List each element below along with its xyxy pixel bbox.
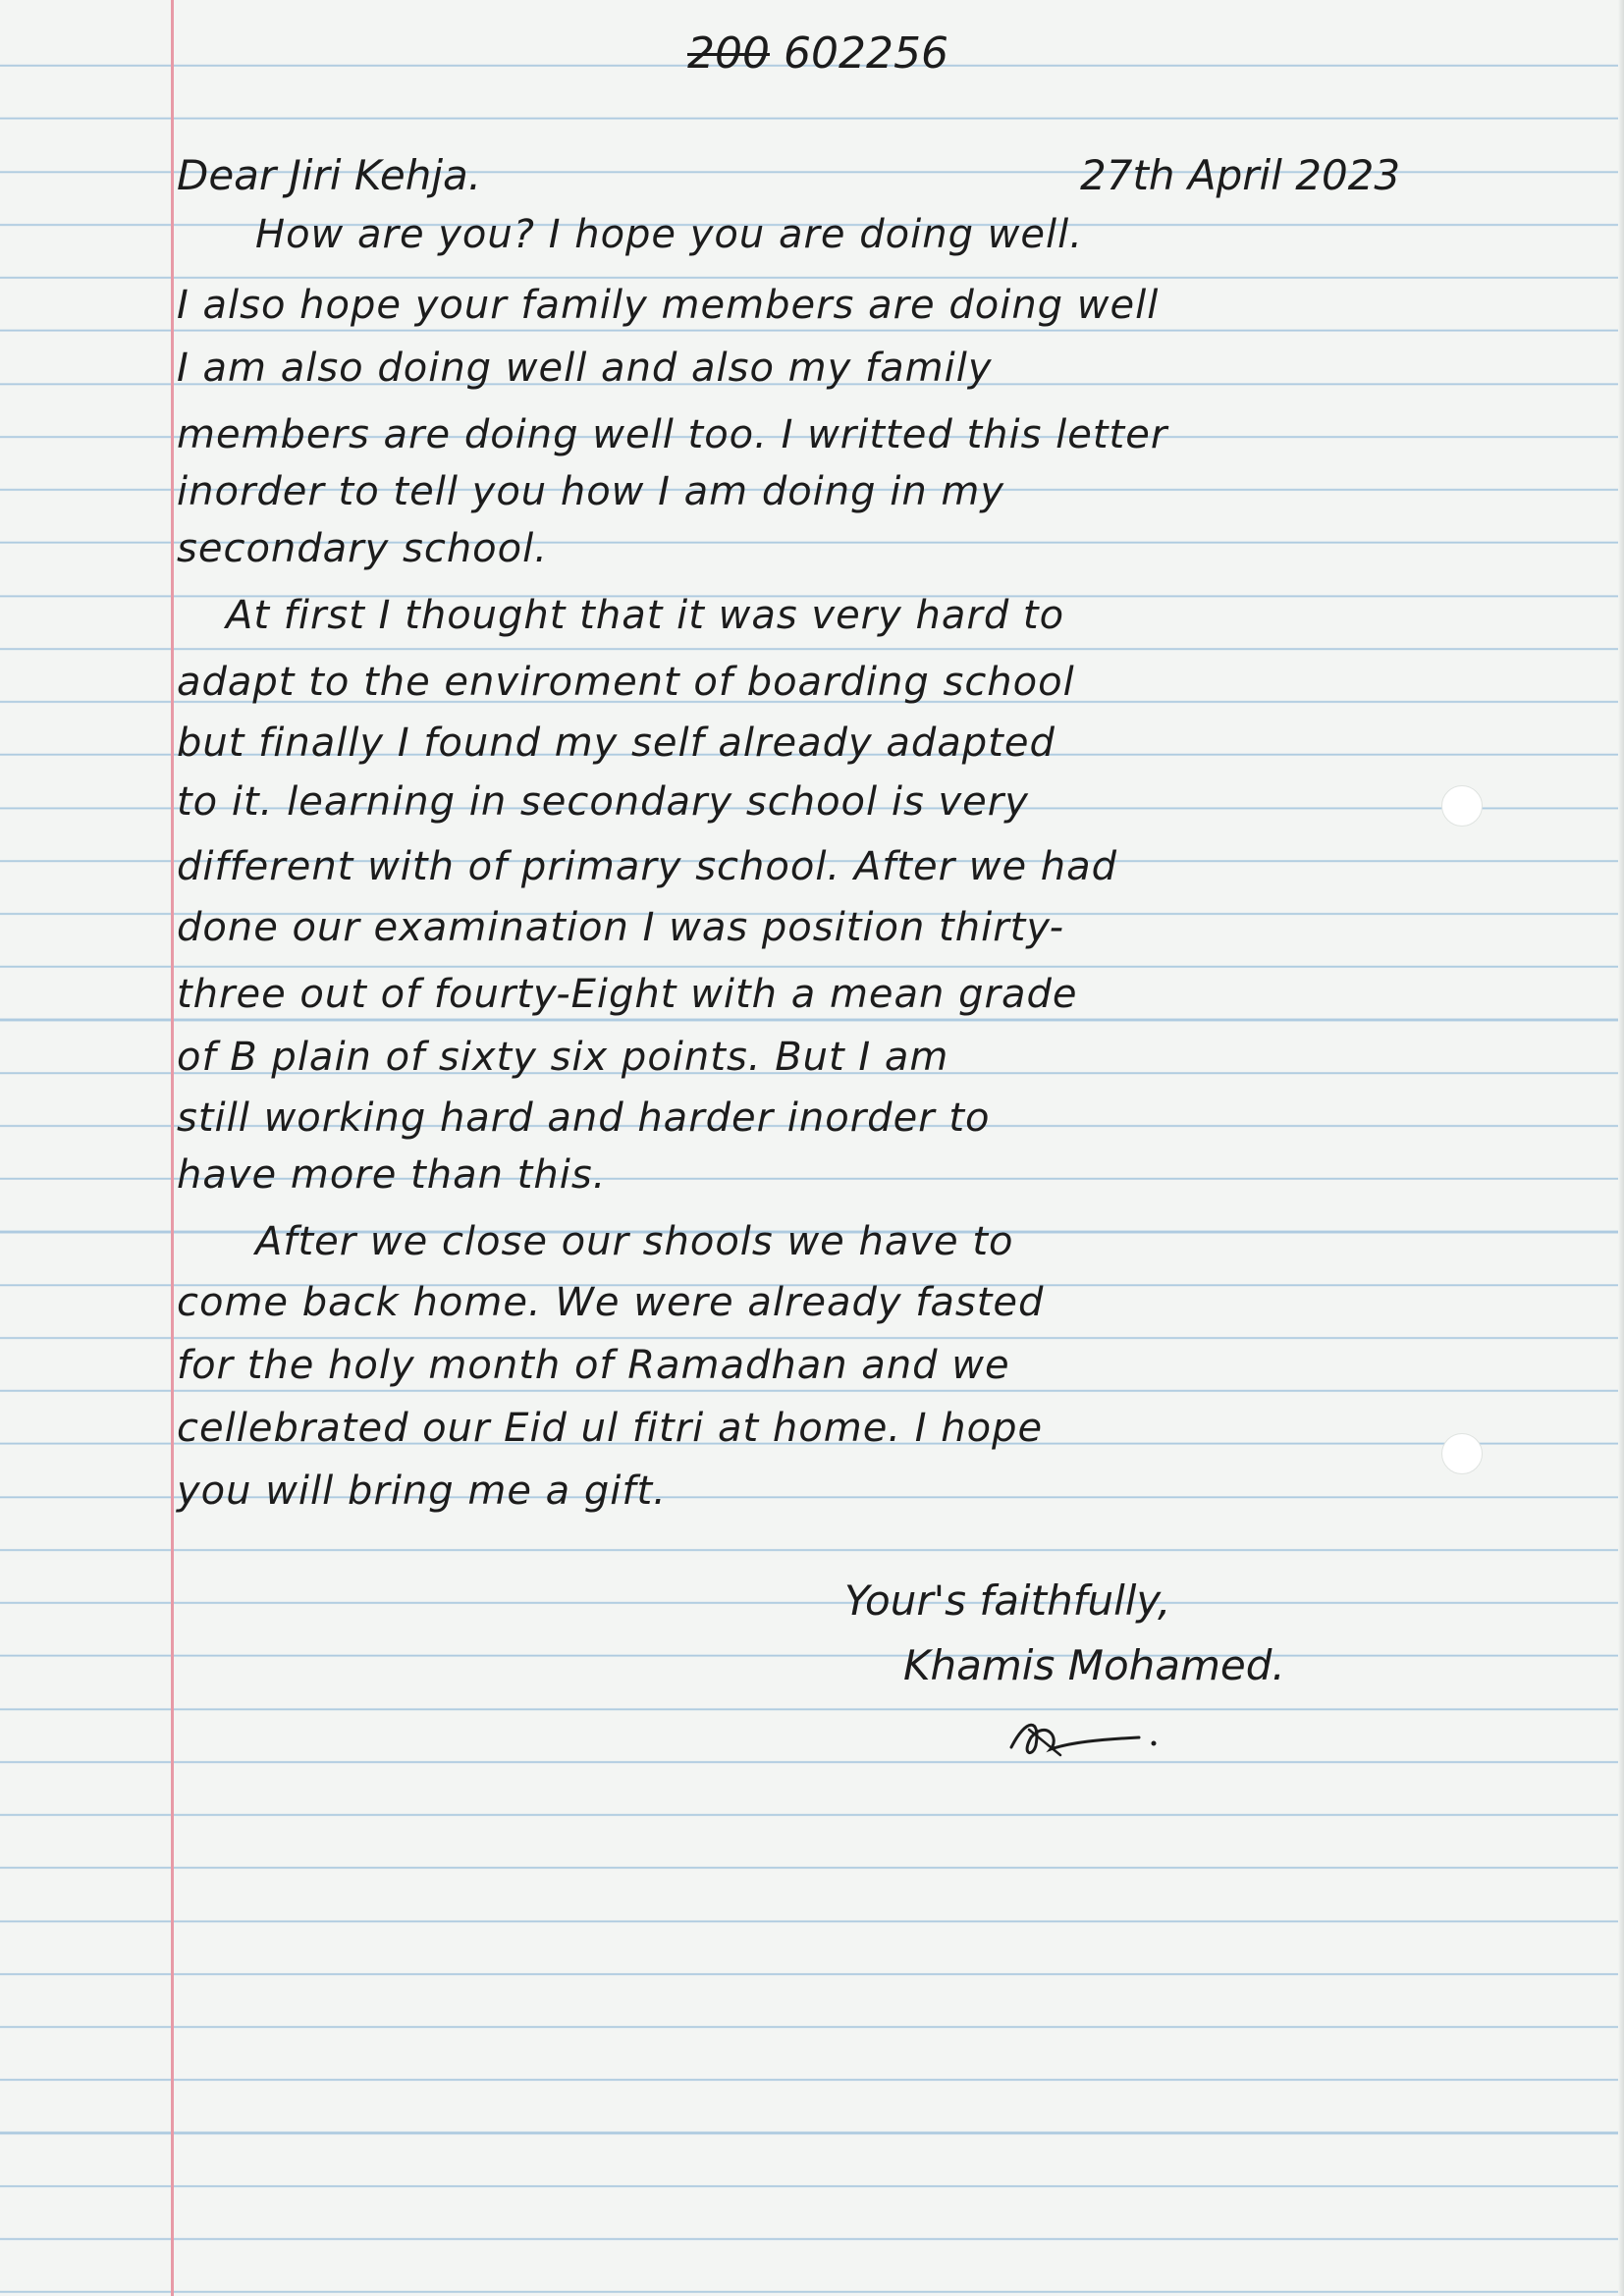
body-line: have more than this.: [177, 1152, 607, 1198]
salutation: Dear Jiri Kehja.: [177, 151, 482, 199]
body-line: still working hard and harder inorder to: [177, 1095, 991, 1141]
paper-edge: [1618, 0, 1624, 2296]
body-line: inorder to tell you how I am doing in my: [177, 469, 1005, 514]
body-line: cellebrated our Eid ul fitri at home. I hope: [177, 1406, 1044, 1451]
body-line: After we close our shools we have to: [255, 1219, 1014, 1264]
margin-line: [171, 0, 174, 2296]
body-line: members are doing well too. I writted this letter: [177, 412, 1168, 457]
reference-value: 602256: [783, 28, 948, 79]
body-line: adapt to the enviroment of boarding school: [177, 660, 1075, 705]
body-line: for the holy month of Ramadhan and we: [177, 1343, 1010, 1388]
body-line: I also hope your family members are doing well: [177, 283, 1160, 328]
closing: Your's faithfully,: [844, 1576, 1171, 1625]
letter-date: 27th April 2023: [1080, 151, 1401, 199]
body-line: different with of primary school. After we had: [177, 844, 1118, 889]
body-line: but finally I found my self already adapted: [177, 721, 1056, 766]
body-line: done our examination I was position thirty-: [177, 905, 1064, 950]
body-line: of B plain of sixty six points. But I am: [177, 1035, 949, 1080]
body-line: to it. learning in secondary school is very: [177, 779, 1029, 825]
reference-number: [687, 27, 948, 80]
body-line: come back home. We were already fasted: [177, 1280, 1045, 1325]
signer-name: Khamis Mohamed.: [903, 1641, 1285, 1689]
body-line: At first I thought that it was very hard to: [226, 593, 1065, 638]
body-line: I am also doing well and also my family: [177, 346, 993, 391]
body-line: three out of fourty-Eight with a mean grade: [177, 972, 1078, 1017]
body-line: How are you? I hope you are doing well.: [255, 212, 1083, 257]
body-line: secondary school.: [177, 526, 548, 571]
struck-reference: 200: [687, 28, 770, 79]
body-line: you will bring me a gift.: [177, 1468, 667, 1514]
signature-mark: [992, 1708, 1168, 1767]
